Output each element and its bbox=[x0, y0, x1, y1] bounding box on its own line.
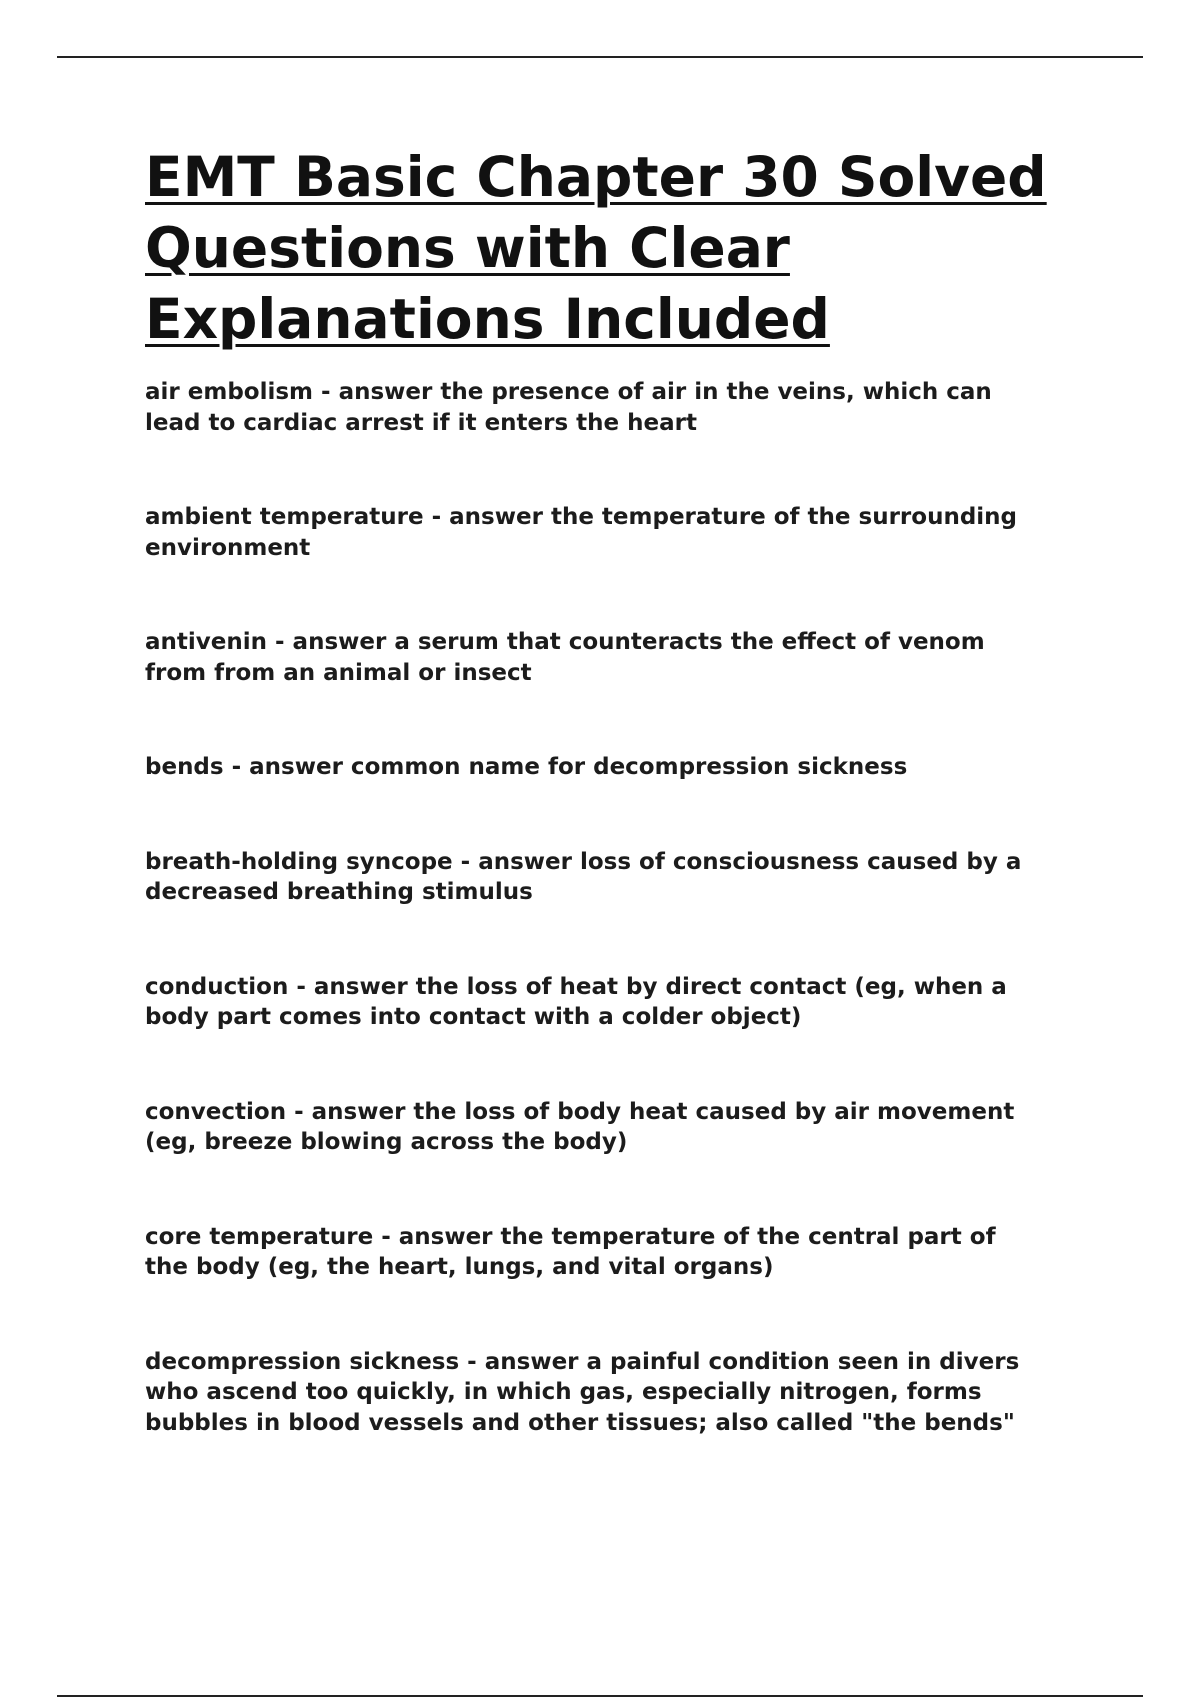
footer-divider bbox=[57, 1695, 1143, 1697]
glossary-entry-air-embolism: air embolism - answer the presence of air in the veins, which can lead to cardiac arrest if it enters the heart bbox=[145, 379, 992, 436]
glossary-entry-antivenin: antivenin - answer a serum that counteracts the effect of venom from from an animal or insect bbox=[145, 629, 985, 686]
glossary-entry-conduction: conduction - answer the loss of heat by direct contact (eg, when a body part comes into contact with a colder object) bbox=[145, 973, 1007, 1030]
glossary-entry-decompression-sickness: decompression sickness - answer a painful condition seen in divers who ascend too quickly, in which gas, especially nitrogen, forms bubbles in blood vessels and other tissues; also called "the bends" bbox=[145, 1348, 1020, 1436]
glossary-entry-breath-holding-syncope: breath-holding syncope - answer loss of consciousness caused by a decreased breathing stimulus bbox=[145, 848, 1022, 905]
glossary-entry-bends: bends - answer common name for decompression sickness bbox=[145, 754, 908, 780]
glossary-entry-convection: convection - answer the loss of body heat caused by air movement (eg, breeze blowing across the body) bbox=[145, 1098, 1015, 1155]
page-content bbox=[145, 142, 1080, 1502]
glossary-list bbox=[145, 377, 1080, 1438]
header-divider bbox=[57, 56, 1143, 58]
document-title: EMT Basic Chapter 30 Solved Questions with Clear Explanations Included bbox=[145, 145, 1047, 351]
glossary-entry-core-temperature: core temperature - answer the temperature of the central part of the body (eg, the heart, lungs, and vital organs) bbox=[145, 1223, 996, 1280]
glossary-entry-ambient-temperature: ambient temperature - answer the temperature of the surrounding environment bbox=[145, 504, 1018, 561]
